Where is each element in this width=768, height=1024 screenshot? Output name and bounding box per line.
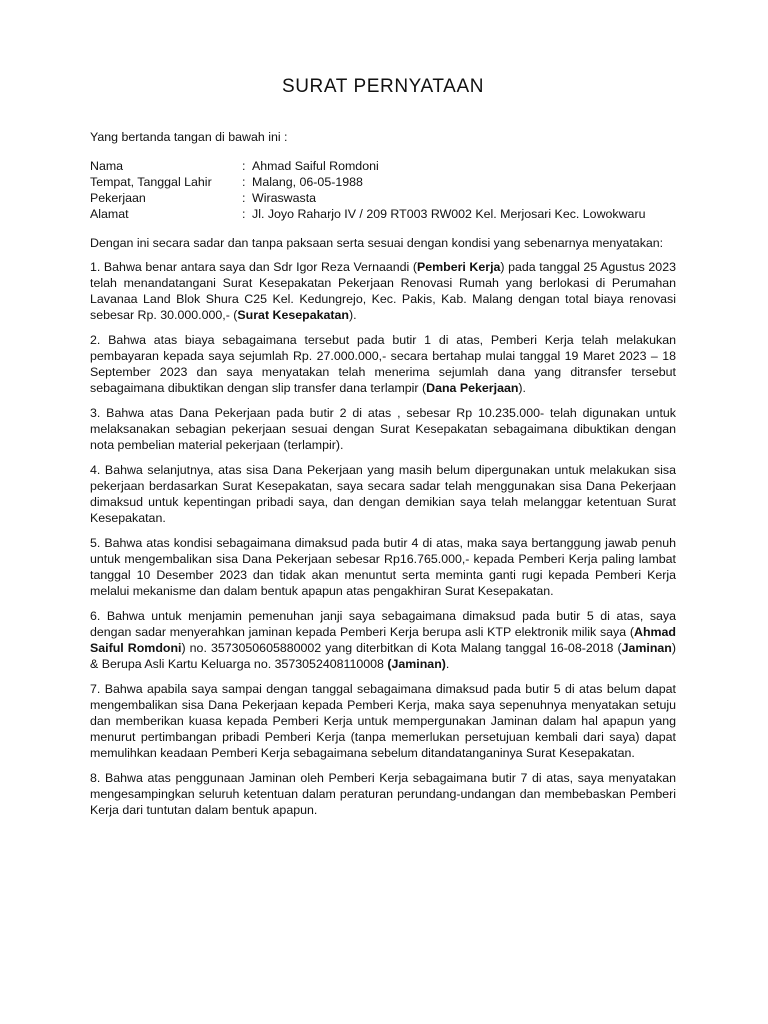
item-text: . bbox=[445, 657, 450, 671]
identity-value: Wiraswasta bbox=[252, 191, 317, 205]
item-text: ). bbox=[348, 308, 357, 322]
statement-item bbox=[90, 608, 676, 672]
statement-text: Dengan ini secara sadar dan tanpa paksaan serta sesuai dengan kondisi yang sebenarnya menyatakan: bbox=[90, 236, 664, 250]
intro-text: Yang bertanda tangan di bawah ini : bbox=[90, 130, 288, 144]
identity-label: Pekerjaan bbox=[90, 191, 146, 205]
statement-item bbox=[90, 770, 676, 818]
item-text: ) no. 3573050605880002 yang diterbitkan di Kota Malang tanggal 16-08-2018 ( bbox=[181, 641, 622, 655]
item-text: 3. Bahwa atas Dana Pekerjaan pada butir 2 di atas , sebesar Rp 10.235.000- telah digunakan untuk melaksanakan sebagian pekerjaan sesuai dengan Surat Kesepakatan sebagaimana dibuktikan dengan nota pembelian material pekerjaan (terlampir). bbox=[90, 406, 676, 452]
statement-item bbox=[90, 405, 676, 453]
identity-value: Ahmad Saiful Romdoni bbox=[252, 159, 379, 173]
statement-item bbox=[90, 681, 676, 761]
item-text: 4. Bahwa selanjutnya, atas sisa Dana Pekerjaan yang masih belum dipergunakan untuk melakukan sisa pekerjaan berdasarkan Surat Kesepakatan, saya secara sadar telah menggunakan sisa Dana Pekerjaan dimaksud untuk kepentingan pribadi saya, dan dengan demikian saya telah melanggar ketentuan Surat Kesepakatan. bbox=[90, 463, 676, 525]
identity-colon: : bbox=[242, 175, 246, 189]
document-title: SURAT PERNYATAAN bbox=[281, 76, 485, 97]
item-text: ) pada tanggal 25 Agustus 2023 telah menandatangani Surat Kesepakatan Pekerjaan Renovasi Rumah yang berlokasi di Perumahan Lavanaa Land Blok Shura C25 Kel. Kedungrejo, Kec. Pakis, Kab. Malang dengan total biaya renovasi sebesar Rp. 30.000.000,- ( bbox=[90, 260, 676, 322]
identity-row-address bbox=[90, 206, 676, 222]
identity-value: Malang, 06-05-1988 bbox=[252, 175, 363, 189]
bold-term: Dana Pekerjaan bbox=[426, 381, 519, 395]
identity-row-nama bbox=[90, 158, 676, 174]
identity-colon: : bbox=[242, 159, 246, 173]
identity-colon: : bbox=[242, 207, 246, 221]
item-text: 2. Bahwa atas biaya sebagaimana tersebut pada butir 1 di atas, Pemberi Kerja telah melakukan pembayaran kepada saya sejumlah Rp. 27.000.000,- secara bertahap mulai tanggal 19 Maret 2023 – 18 September 2023 dan saya menyatakan telah menerima sejumlah dana yang ditransfer tersebut sebagaimana dibuktikan dengan slip transfer dana terlampir ( bbox=[90, 333, 676, 395]
item-text: 6. Bahwa untuk menjamin pemenuhan janji saya sebagaimana dimaksud pada butir 5 di atas, saya dengan sadar menyerahkan jaminan kepada Pemberi Kerja berupa asli KTP elektronik milik saya ( bbox=[90, 609, 676, 639]
statement-item bbox=[90, 535, 676, 599]
item-text: ). bbox=[518, 381, 526, 395]
identity-label: Alamat bbox=[90, 207, 129, 221]
statement-item bbox=[90, 332, 676, 396]
bold-term: (Jaminan) bbox=[387, 657, 446, 671]
bold-term: Jaminan bbox=[621, 641, 672, 655]
item-text: 8. Bahwa atas penggunaan Jaminan oleh Pemberi Kerja sebagaimana butir 7 di atas, saya menyatakan mengesampingkan seluruh ketentuan dalam peraturan perundang-undangan dan membebaskan Pemberi Kerja dari tuntutan dalam bentuk apapun. bbox=[90, 771, 676, 817]
statement-item bbox=[90, 259, 676, 323]
bold-term: Ahmad Saiful Romdoni bbox=[90, 625, 676, 655]
statement-item bbox=[90, 462, 676, 526]
bold-term: Pemberi Kerja bbox=[416, 260, 501, 274]
item-text: 7. Bahwa apabila saya sampai dengan tanggal sebagaimana dimaksud pada butir 5 di atas belum dapat mengembalikan sisa Dana Pekerjaan kepada Pemberi Kerja, maka saya sepenuhnya menyatakan setuju dan memberikan kuasa kepada Pemberi Kerja untuk mempergunakan Jaminan dalam hal apapun yang menurut pertimbangan pribadi Pemberi Kerja (tanpa memerlukan persetujuan kembali dari saya) dapat memulihkan keadaan Pemberi Kerja sebagaimana sebelum ditandatanganinya Surat Kesepakatan. bbox=[90, 682, 676, 760]
item-text: ) & Berupa Asli Kartu Keluarga no. 3573052408110008 bbox=[90, 641, 676, 671]
identity-label: Tempat, Tanggal Lahir bbox=[90, 175, 212, 189]
identity-table bbox=[90, 158, 676, 222]
identity-value: Jl. Joyo Raharjo IV / 209 RT003 RW002 Kel. Merjosari Kec. Lowokwaru bbox=[252, 207, 646, 221]
identity-row-birth bbox=[90, 174, 676, 190]
identity-label: Nama bbox=[90, 159, 124, 173]
identity-colon: : bbox=[242, 191, 246, 205]
bold-term: Surat Kesepakatan bbox=[237, 308, 349, 322]
identity-row-occupation bbox=[90, 190, 676, 206]
item-text: 5. Bahwa atas kondisi sebagaimana dimaksud pada butir 4 di atas, maka saya bertanggung jawab penuh untuk mengembalikan sisa Dana Pekerjaan sebesar Rp16.765.000,- kepada Pemberi Kerja paling lambat tanggal 10 Desember 2023 dan tidak akan menuntut serta meminta ganti rugi kepada Pemberi Kerja melalui mekanisme dan dalam bentuk apapun atas pengakhiran Surat Kesepakatan. bbox=[90, 536, 676, 598]
item-text: 1. Bahwa benar antara saya dan Sdr Igor Reza Vernaandi ( bbox=[90, 260, 417, 274]
statement-items bbox=[90, 259, 676, 818]
